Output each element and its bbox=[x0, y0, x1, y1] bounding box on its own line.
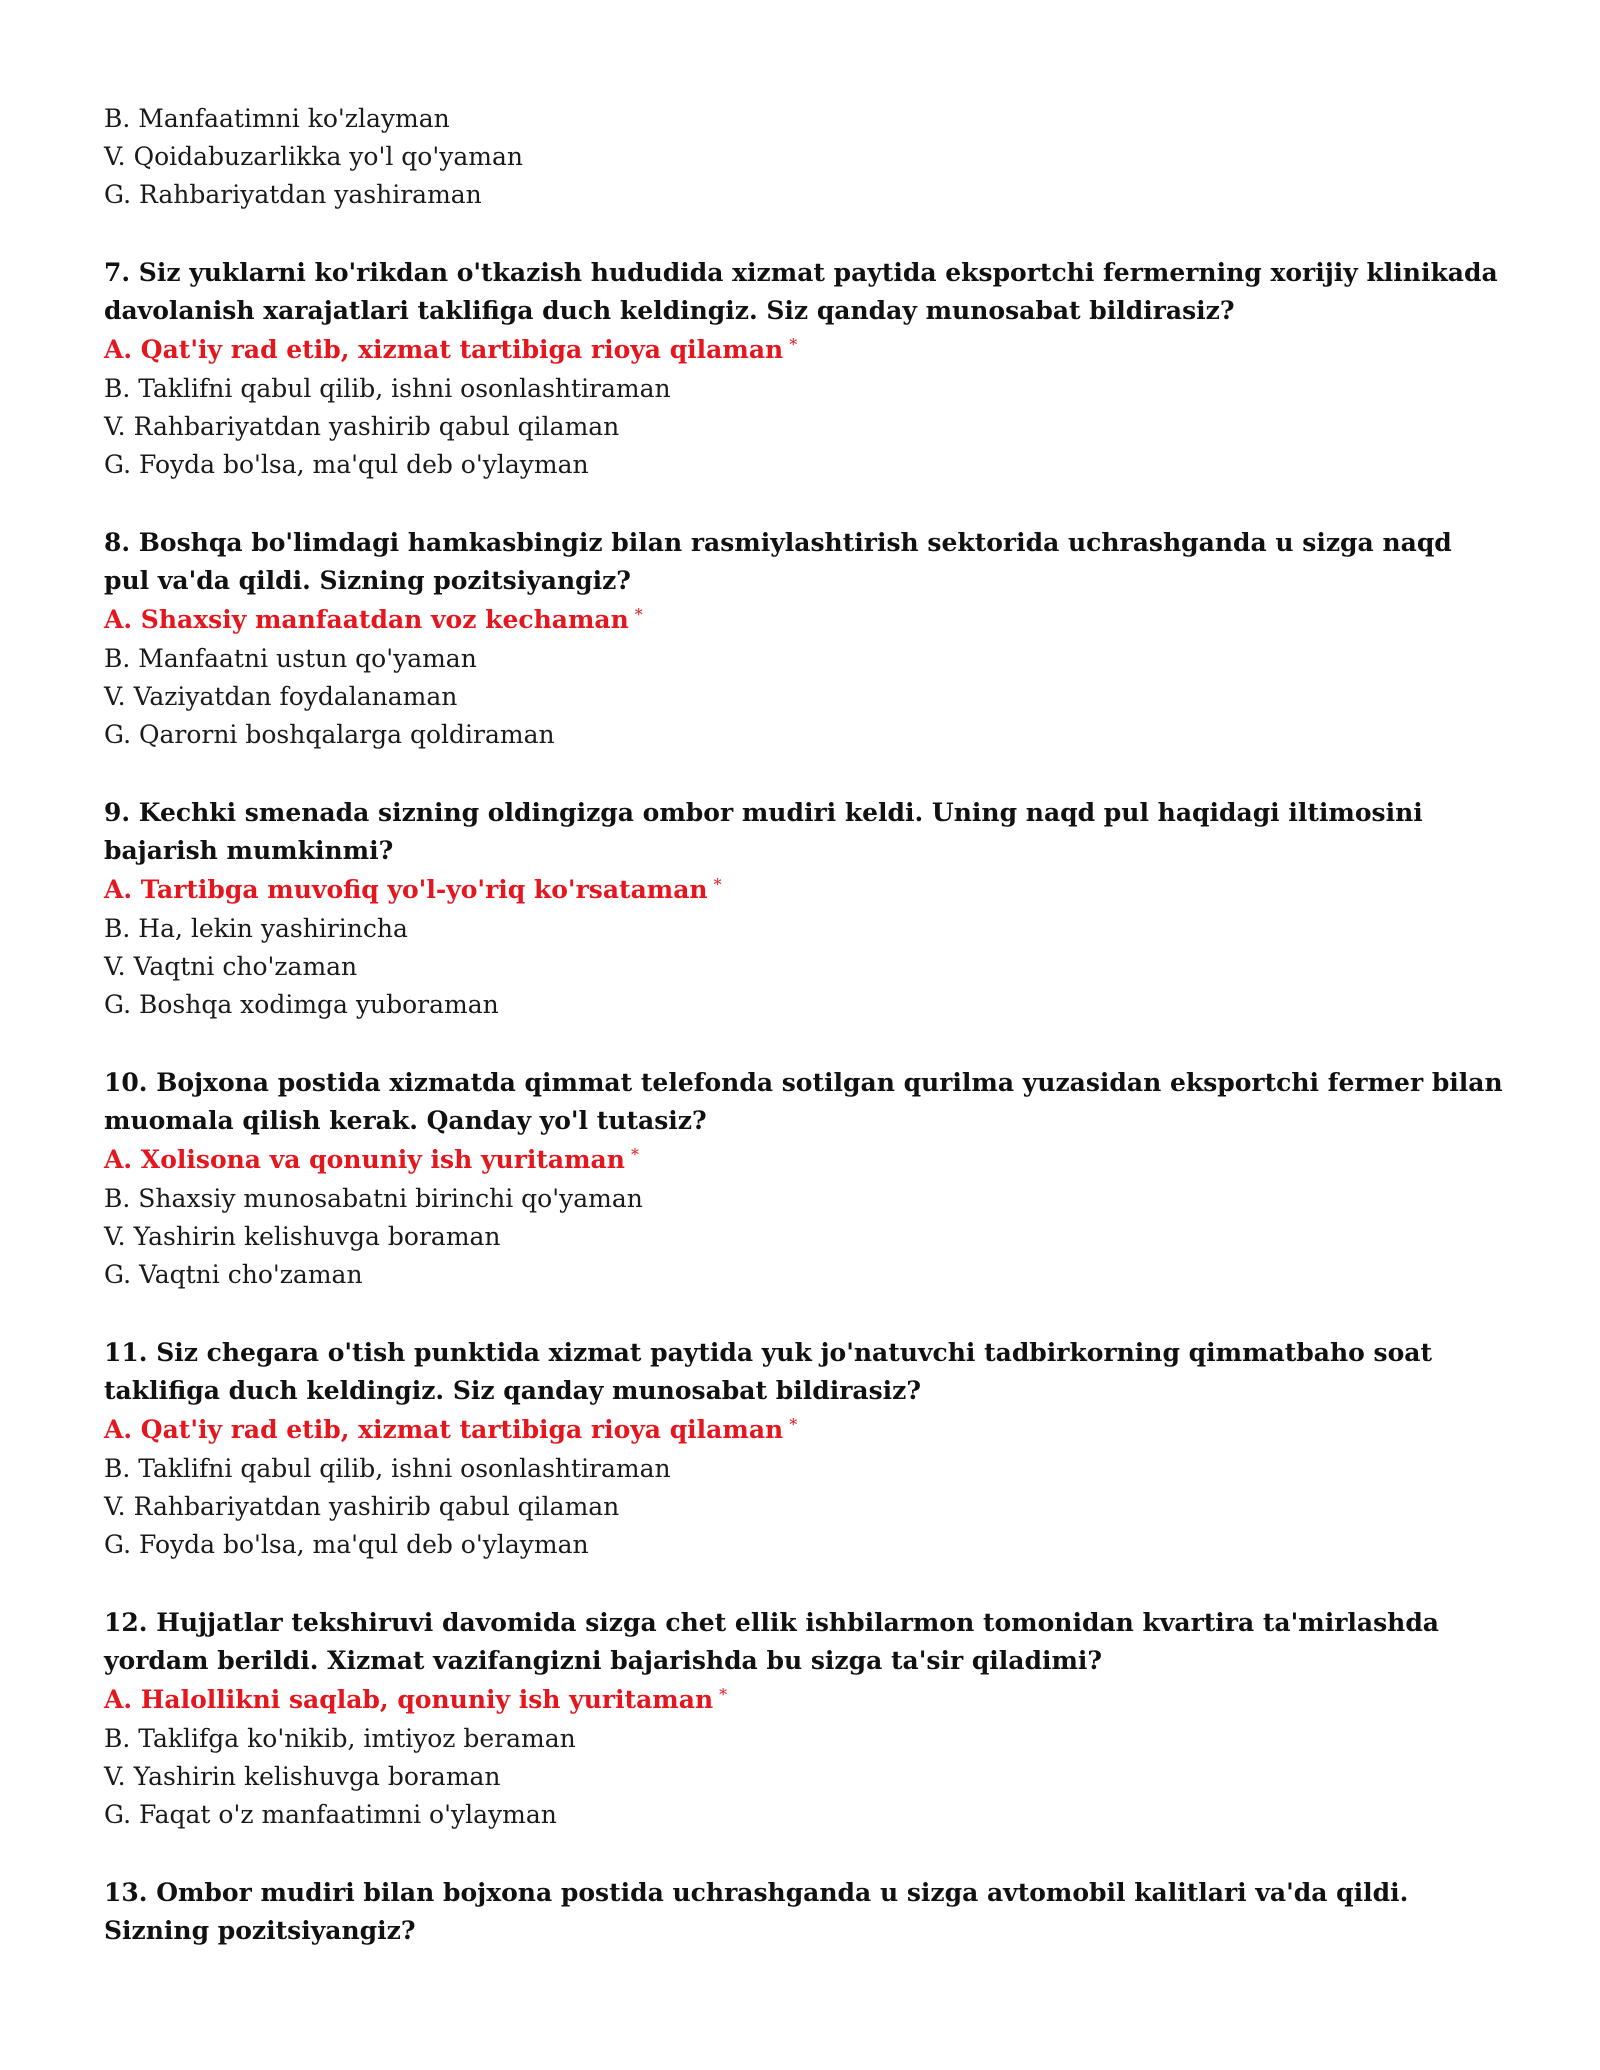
option-g: G. Faqat o'z manfaatimni o'ylayman bbox=[104, 1800, 557, 1829]
correct-answer bbox=[104, 1140, 1504, 1180]
option-g: G. Foyda bo'lsa, ma'qul deb o'ylayman bbox=[104, 1530, 589, 1559]
option-v: V. Vaziyatdan foydalanaman bbox=[104, 682, 458, 711]
question-text: 9. Kechki smenada sizning oldingizga ombor mudiri keldi. Uning naqd pul haqidagi iltimosini bajarish mumkinmi? bbox=[104, 798, 1423, 865]
correct-marker: * bbox=[713, 875, 722, 894]
correct-answer bbox=[104, 600, 1504, 640]
question-text: 11. Siz chegara o'tish punktida xizmat paytida yuk jo'natuvchi tadbirkorning qimmatbaho soat taklifiga duch keldingiz. Siz qanday munosabat bildirasiz? bbox=[104, 1338, 1433, 1405]
correct-answer bbox=[104, 330, 1504, 370]
correct-answer-text: A. Qat'iy rad etib, xizmat tartibiga rioya qilaman bbox=[104, 335, 784, 364]
option-b: B. Taklifni qabul qilib, ishni osonlashtiraman bbox=[104, 1454, 671, 1483]
correct-answer bbox=[104, 1680, 1504, 1720]
correct-answer bbox=[104, 1410, 1504, 1450]
correct-answer bbox=[104, 870, 1504, 910]
correct-answer-text: A. Qat'iy rad etib, xizmat tartibiga rioya qilaman bbox=[104, 1415, 784, 1444]
document-page bbox=[104, 100, 1504, 1950]
option-b: B. Manfaatimni ko'zlayman bbox=[104, 104, 450, 133]
question-7 bbox=[104, 254, 1504, 484]
question-text: 13. Ombor mudiri bilan bojxona postida uchrashganda u sizga avtomobil kalitlari va'da qildi. Sizning pozitsiyangiz? bbox=[104, 1878, 1409, 1945]
question-text: 8. Boshqa bo'limdagi hamkasbingiz bilan rasmiylashtirish sektorida uchrashganda u sizga naqd pul va'da qildi. Sizning pozitsiyangiz? bbox=[104, 528, 1452, 595]
correct-marker: * bbox=[789, 1415, 798, 1434]
question-13 bbox=[104, 1874, 1504, 1950]
option-g: G. Vaqtni cho'zaman bbox=[104, 1260, 363, 1289]
correct-marker: * bbox=[630, 1145, 639, 1164]
option-g: G. Foyda bo'lsa, ma'qul deb o'ylayman bbox=[104, 450, 589, 479]
question-text: 12. Hujjatlar tekshiruvi davomida sizga chet ellik ishbilarmon tomonidan kvartira ta'mirlashda yordam berildi. Xizmat vazifangizni bajarishda bu sizga ta'sir qiladimi? bbox=[104, 1608, 1440, 1675]
question-text: 10. Bojxona postida xizmatda qimmat telefonda sotilgan qurilma yuzasidan eksportchi fermer bilan muomala qilish kerak. Qanday yo'l tutasiz? bbox=[104, 1068, 1503, 1135]
correct-marker: * bbox=[789, 335, 798, 354]
option-v: V. Qoidabuzarlikka yo'l qo'yaman bbox=[104, 142, 523, 171]
option-g: G. Qarorni boshqalarga qoldiraman bbox=[104, 720, 555, 749]
option-b: B. Taklifga ko'nikib, imtiyoz beraman bbox=[104, 1724, 576, 1753]
option-v: V. Rahbariyatdan yashirib qabul qilaman bbox=[104, 1492, 620, 1521]
option-g: G. Boshqa xodimga yuboraman bbox=[104, 990, 499, 1019]
option-b: B. Ha, lekin yashirincha bbox=[104, 914, 408, 943]
option-b: B. Manfaatni ustun qo'yaman bbox=[104, 644, 477, 673]
correct-answer-text: A. Xolisona va qonuniy ish yuritaman bbox=[104, 1145, 625, 1174]
correct-answer-text: A. Shaxsiy manfaatdan voz kechaman bbox=[104, 605, 629, 634]
correct-marker: * bbox=[634, 605, 643, 624]
question-11 bbox=[104, 1334, 1504, 1564]
question-9 bbox=[104, 794, 1504, 1024]
option-b: B. Shaxsiy munosabatni birinchi qo'yaman bbox=[104, 1184, 643, 1213]
option-b: B. Taklifni qabul qilib, ishni osonlashtiraman bbox=[104, 374, 671, 403]
question-10 bbox=[104, 1064, 1504, 1294]
correct-answer-text: A. Halollikni saqlab, qonuniy ish yuritaman bbox=[104, 1685, 714, 1714]
question-12 bbox=[104, 1604, 1504, 1834]
option-v: V. Yashirin kelishuvga boraman bbox=[104, 1762, 501, 1791]
correct-marker: * bbox=[719, 1685, 728, 1704]
leading-options bbox=[104, 100, 1504, 214]
option-v: V. Vaqtni cho'zaman bbox=[104, 952, 358, 981]
option-v: V. Rahbariyatdan yashirib qabul qilaman bbox=[104, 412, 620, 441]
question-text: 7. Siz yuklarni ko'rikdan o'tkazish hududida xizmat paytida eksportchi fermerning xorijiy klinikada davolanish xarajatlari taklifiga duch keldingiz. Siz qanday munosabat bildirasiz? bbox=[104, 258, 1498, 325]
option-v: V. Yashirin kelishuvga boraman bbox=[104, 1222, 501, 1251]
option-g: G. Rahbariyatdan yashiraman bbox=[104, 180, 482, 209]
correct-answer-text: A. Tartibga muvofiq yo'l-yo'riq ko'rsataman bbox=[104, 875, 708, 904]
question-8 bbox=[104, 524, 1504, 754]
